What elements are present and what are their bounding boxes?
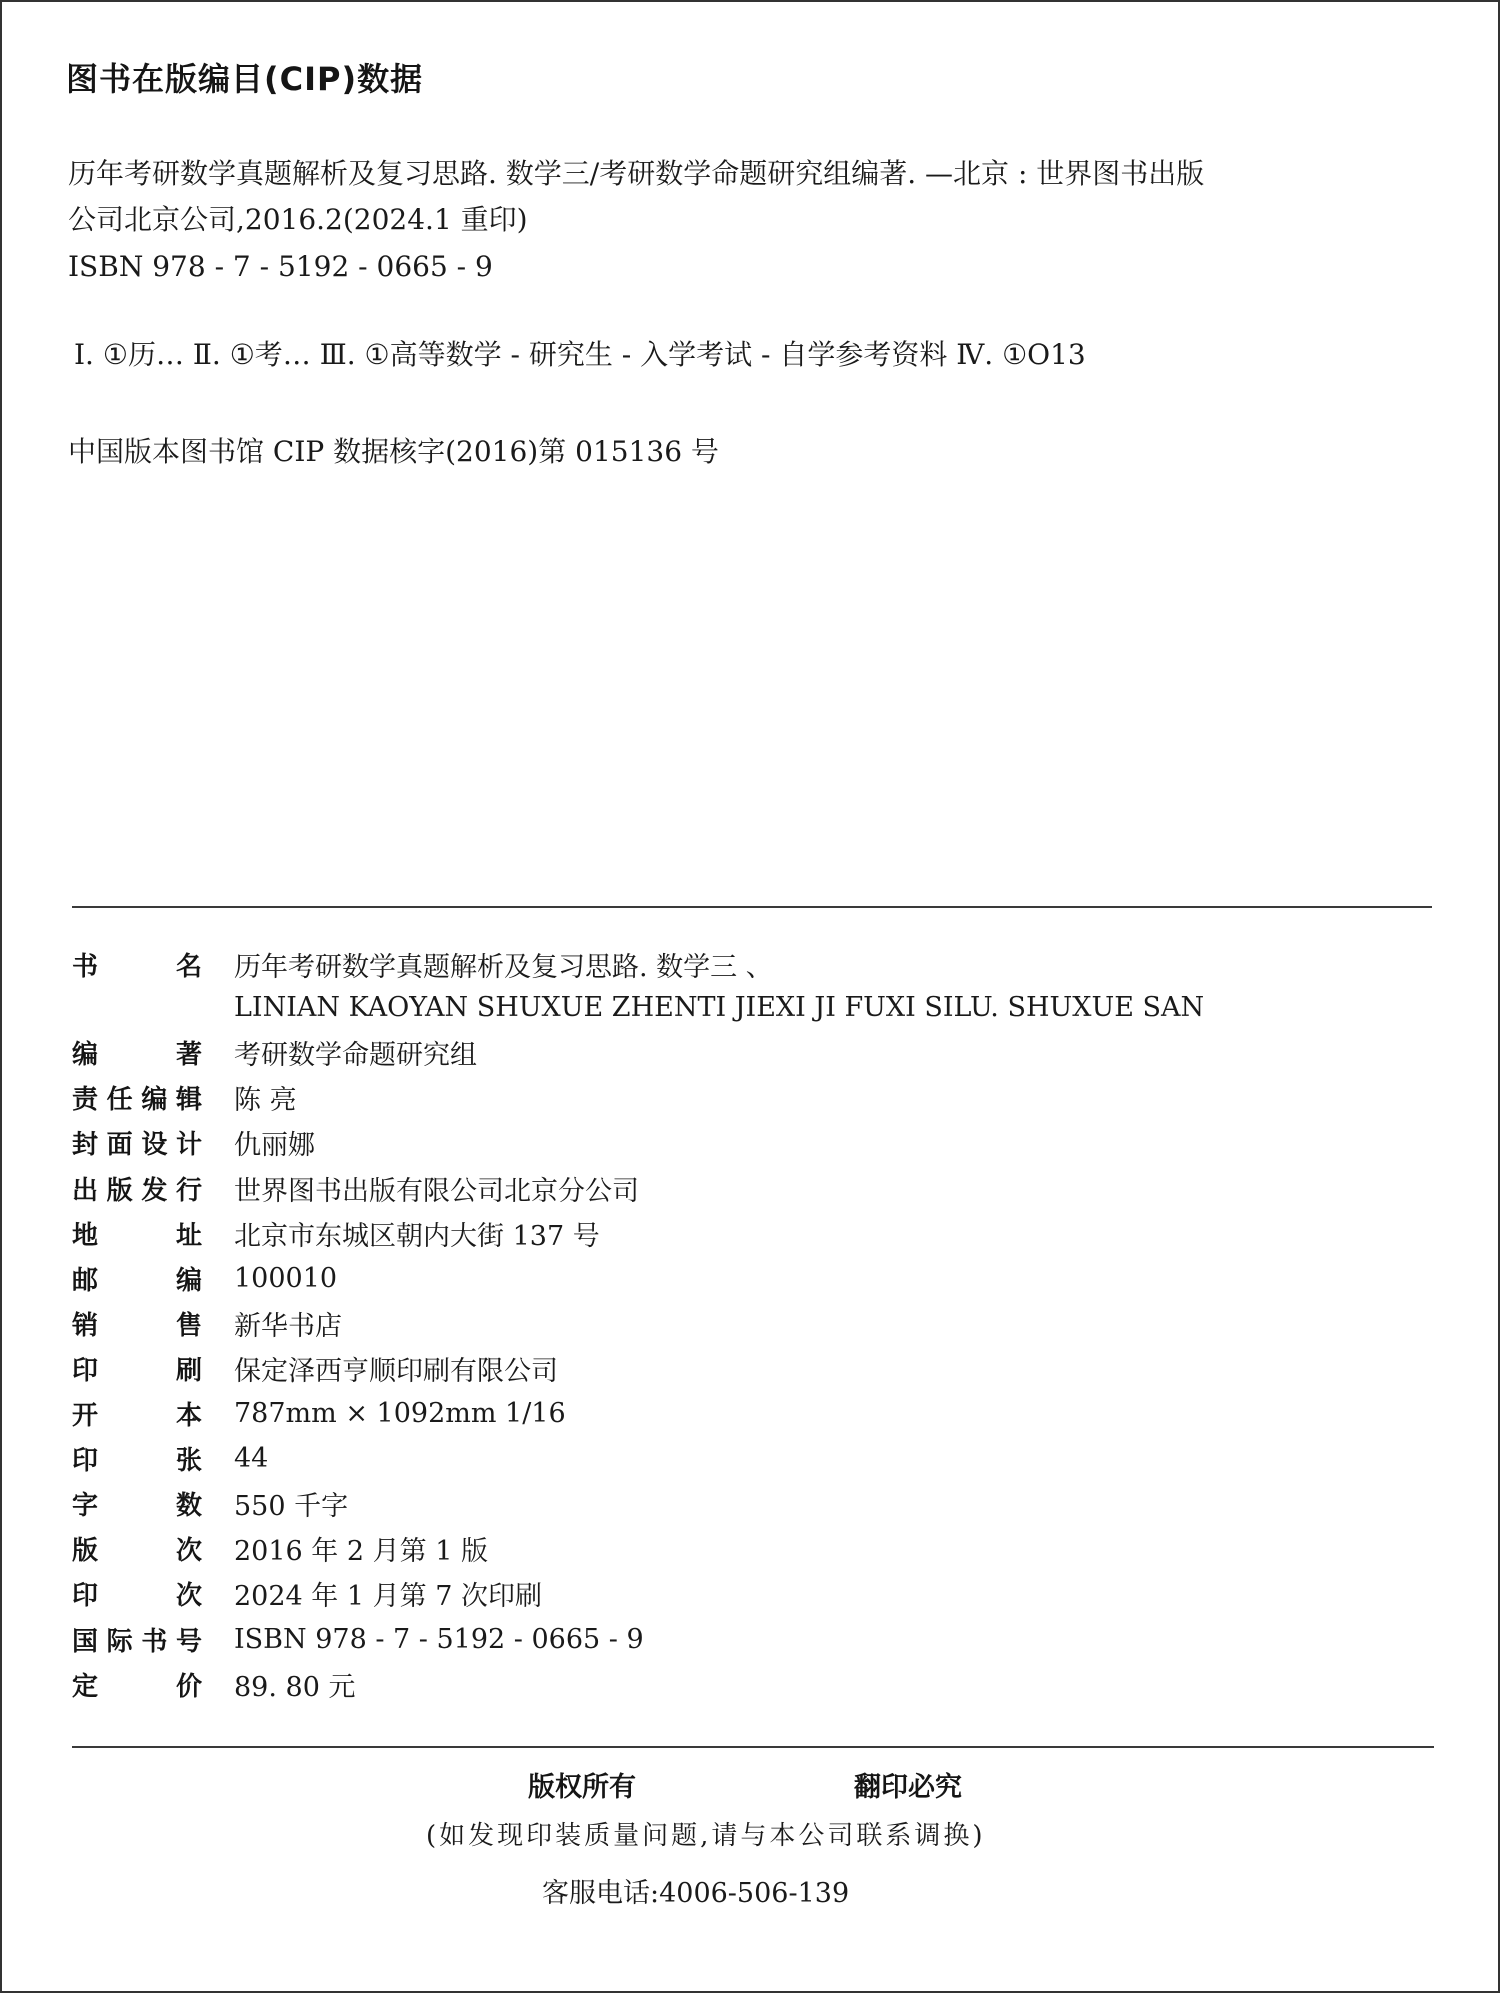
cip-heading: 图书在版编目(CIP)数据 [66,60,424,98]
colophon-label [72,1034,202,1071]
colophon-label-char: 出 [72,1175,99,1206]
colophon-label [72,1530,202,1567]
colophon-label-char: 书 [141,1626,168,1657]
colophon-label-char: 号 [175,1626,202,1657]
colophon-row [72,1438,269,1478]
rights-reserved: 版权所有 [528,1772,636,1803]
colophon-row [72,1168,639,1208]
colophon-label-char: 版 [72,1535,99,1566]
colophon-value: 历年考研数学真题解析及复习思路. 数学三 、 [234,951,773,983]
colophon-value: 新华书店 [234,1310,342,1342]
colophon-row [72,1258,338,1298]
colophon-value: 787mm × 1092mm 1/16 [234,1397,566,1429]
colophon-label [72,1666,202,1703]
colophon-label [72,1350,202,1387]
colophon-label-char: 数 [175,1490,202,1521]
colophon-label-char: 际 [106,1626,133,1657]
colophon-row [72,1032,477,1072]
colophon-value: 2016 年 2 月第 1 版 [234,1535,488,1567]
colophon-label [72,1079,202,1116]
colophon-label-char: 本 [175,1400,202,1431]
colophon-label-char: 字 [72,1490,99,1521]
colophon-label [72,1440,202,1477]
colophon-label-char: 辑 [175,1084,202,1115]
colophon-label-char: 发 [141,1175,168,1206]
colophon-label-char: 行 [175,1175,202,1206]
colophon-label-char: 价 [175,1671,202,1702]
colophon-value: 世界图书出版有限公司北京分公司 [234,1175,639,1207]
colophon-value: 2024 年 1 月第 7 次印刷 [234,1580,542,1612]
colophon-label-char: 邮 [72,1265,99,1296]
colophon-row [72,1303,342,1343]
colophon-label-char: 编 [141,1084,168,1115]
cip-verification-number: 中国版本图书馆 CIP 数据核字(2016)第 015136 号 [68,435,719,468]
divider-top [72,906,1432,908]
cip-isbn-line: ISBN 978 - 7 - 5192 - 0665 - 9 [68,250,493,283]
colophon-value: ISBN 978 - 7 - 5192 - 0665 - 9 [234,1623,644,1655]
colophon-label-char: 销 [72,1310,99,1341]
colophon-value: 北京市东城区朝内大街 137 号 [234,1220,600,1252]
colophon-label-char: 责 [72,1084,99,1115]
colophon-row [72,1122,315,1162]
colophon-label [72,1621,202,1658]
colophon-label [72,1124,202,1161]
colophon-row [72,1213,600,1253]
colophon-label-char: 封 [72,1129,99,1160]
colophon-row [72,1077,297,1117]
colophon-value: 44 [234,1442,269,1474]
colophon-label [72,1575,202,1612]
colophon-label-char: 张 [175,1445,202,1476]
colophon-row [72,1393,566,1433]
colophon-label [72,1215,202,1252]
colophon-label-char: 著 [175,1039,202,1070]
colophon-label-char: 版 [106,1175,133,1206]
colophon-label-char: 设 [141,1129,168,1160]
colophon-label [72,946,202,983]
cip-record-line-2: 公司北京公司,2016.2(2024.1 重印) [68,203,528,236]
colophon-label-char: 刷 [175,1355,202,1386]
colophon-label [72,1260,202,1297]
colophon-label-char: 书 [72,951,99,982]
colophon-label-char: 次 [175,1580,202,1611]
colophon-label-char: 编 [72,1039,99,1070]
print-quality-notice: (如发现印装质量问题,请与本公司联系调换) [426,1821,986,1851]
colophon-label [72,1485,202,1522]
colophon-label-char: 址 [175,1220,202,1251]
colophon-value: 100010 [234,1262,338,1294]
colophon-value: 550 千字 [234,1490,349,1522]
colophon-row [72,944,773,984]
colophon-value: 89. 80 元 [234,1671,356,1703]
colophon-label-char: 开 [72,1400,99,1431]
colophon-row [72,1664,356,1704]
colophon-label [72,1395,202,1432]
colophon-row [72,987,1205,1027]
colophon-label-char: 售 [175,1310,202,1341]
colophon-value: LINIAN KAOYAN SHUXUE ZHENTI JIEXI JI FUXI SILU. SHUXUE SAN [234,991,1205,1023]
colophon-label [72,1305,202,1342]
customer-service-phone: 客服电话:4006-506-139 [542,1878,850,1909]
cip-record-line-1: 历年考研数学真题解析及复习思路. 数学三/考研数学命题研究组编著. —北京 : 世界图书出版 [68,157,1205,190]
colophon-value: 陈 亮 [234,1084,297,1116]
colophon-label-char: 任 [106,1084,133,1115]
colophon-row [72,1619,644,1659]
colophon-label [72,1170,202,1207]
colophon-value: 考研数学命题研究组 [234,1039,477,1071]
colophon-label-char: 名 [175,951,202,982]
colophon-label-char: 面 [106,1129,133,1160]
colophon-label-char: 计 [175,1129,202,1160]
colophon-row [72,1483,349,1523]
piracy-warning: 翻印必究 [854,1772,962,1803]
colophon-value: 仇丽娜 [234,1129,315,1161]
colophon-row [72,1528,488,1568]
colophon-label-char: 印 [72,1580,99,1611]
colophon-label-char: 印 [72,1445,99,1476]
colophon-label-char: 国 [72,1626,99,1657]
colophon-label-char: 地 [72,1220,99,1251]
cip-classification: Ⅰ. ①历… Ⅱ. ①考… Ⅲ. ①高等数学 - 研究生 - 入学考试 - 自学参考资料 Ⅳ. ①O13 [74,338,1086,371]
colophon-label-char: 定 [72,1671,99,1702]
colophon-row [72,1573,542,1613]
colophon-label-char: 次 [175,1535,202,1566]
colophon-row [72,1348,558,1388]
divider-bottom [72,1746,1434,1748]
colophon-label-char: 编 [175,1265,202,1296]
colophon-value: 保定泽西亨顺印刷有限公司 [234,1355,558,1387]
colophon-label-char: 印 [72,1355,99,1386]
